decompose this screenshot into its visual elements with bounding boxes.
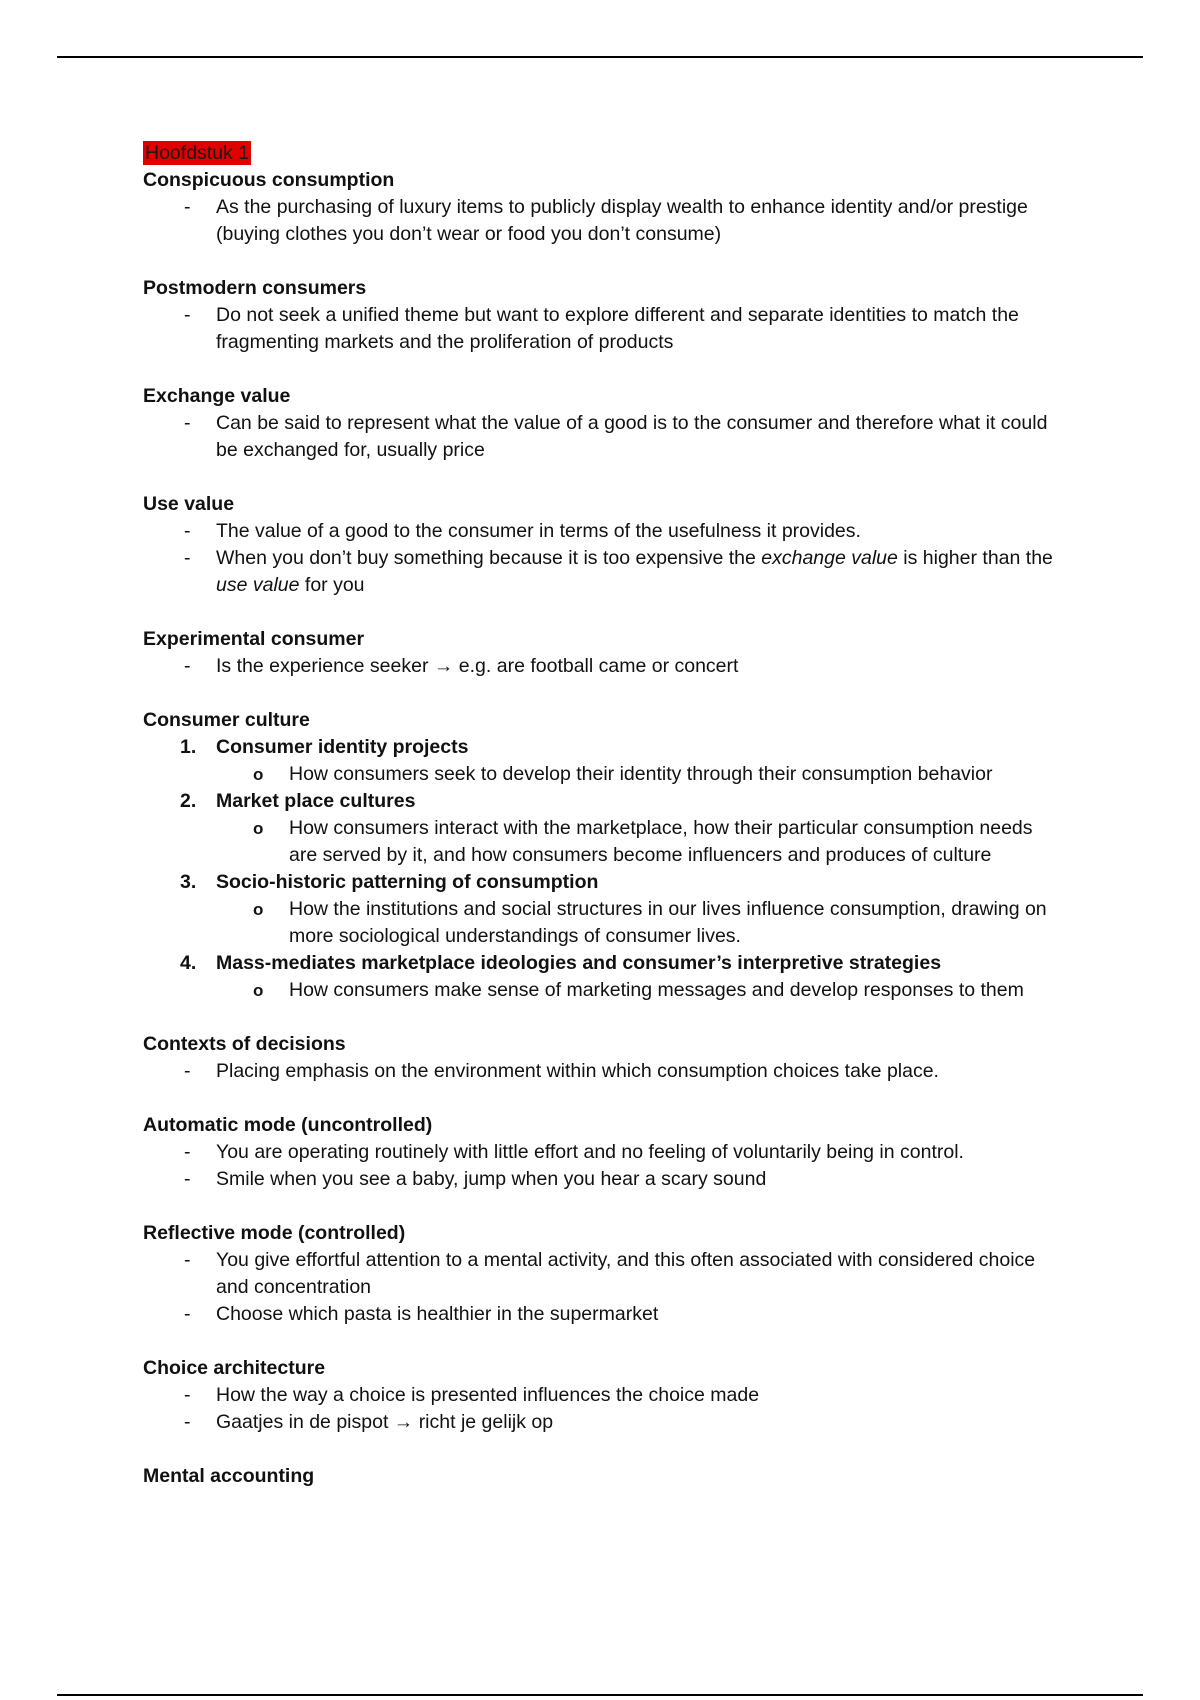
section-postmodern-consumers: [143, 275, 1053, 356]
item-number: 2.: [180, 790, 197, 812]
section-automatic-mode: [143, 1112, 1053, 1193]
dash-bullet: -: [184, 196, 191, 218]
sub-item-text: How consumers interact with the marketplace, how their particular consumption needs are served by it, and how consumers become influencers and produces of culture: [289, 817, 1033, 866]
list-item: [143, 1058, 1053, 1085]
section-heading: Use value: [143, 493, 235, 515]
section-conspicuous-consumption: [143, 167, 1053, 248]
list-item: [143, 1166, 1053, 1193]
numbered-item: [143, 788, 1053, 815]
list-item: [143, 410, 1053, 464]
item-text: Placing emphasis on the environment within which consumption choices take place.: [216, 1060, 939, 1082]
dash-bullet: -: [184, 1384, 191, 1406]
item-text: The value of a good to the consumer in terms of the usefulness it provides.: [216, 520, 861, 542]
list-item: [143, 518, 1053, 545]
sub-item-text: How the institutions and social structures in our lives influence consumption, drawing on more sociological understandings of consumer lives.: [289, 898, 1047, 947]
dash-bullet: -: [184, 1060, 191, 1082]
sub-item: [143, 896, 1053, 950]
dash-bullet: -: [184, 655, 191, 677]
numbered-item-title: Consumer identity projects: [216, 736, 469, 758]
chapter-title: Hoofdstuk 1: [145, 142, 250, 164]
section-contexts-of-decisions: [143, 1031, 1053, 1085]
item-text: Gaatjes in de pispot → richt je gelijk op: [216, 1411, 554, 1433]
header-rule: [57, 56, 1143, 58]
dash-bullet: -: [184, 1141, 191, 1163]
item-text: You are operating routinely with little effort and no feeling of voluntarily being in control.: [216, 1141, 964, 1163]
list-item: [143, 302, 1053, 356]
text-run: is higher than the: [897, 547, 1053, 569]
sub-item: [143, 977, 1053, 1004]
emphasis-text: exchange value: [761, 547, 898, 569]
item-text: Smile when you see a baby, jump when you hear a scary sound: [216, 1168, 767, 1190]
list-item: [143, 1301, 1053, 1328]
item-text: Choose which pasta is healthier in the supermarket: [216, 1303, 659, 1325]
sub-item: [143, 815, 1053, 869]
sub-item: [143, 761, 1053, 788]
footer-rule: [57, 1694, 1143, 1696]
dash-bullet: -: [184, 1303, 191, 1325]
text-run: for you: [299, 574, 365, 596]
list-item: [143, 653, 1053, 680]
item-text: As the purchasing of luxury items to publicly display wealth to enhance identity and/or prestige (buying clothes you don’t wear or food you don’t consume): [216, 196, 1028, 245]
circle-bullet: o: [253, 819, 264, 838]
section-choice-architecture: [143, 1355, 1053, 1436]
item-text: [216, 545, 1053, 599]
section-heading: Exchange value: [143, 385, 291, 407]
list-item: [143, 194, 1053, 248]
item-number: 1.: [180, 736, 197, 758]
circle-bullet: o: [253, 981, 264, 1000]
section-heading: Experimental consumer: [143, 628, 365, 650]
item-text: Is the experience seeker → e.g. are football came or concert: [216, 655, 739, 677]
section-heading: Reflective mode (controlled): [143, 1222, 406, 1244]
circle-bullet: o: [253, 900, 264, 919]
dash-bullet: -: [184, 547, 191, 569]
chapter-title-row: [143, 140, 1053, 167]
dash-bullet: -: [184, 1168, 191, 1190]
numbered-item: [143, 950, 1053, 977]
document-page: [143, 140, 1053, 1517]
section-heading: Conspicuous consumption: [143, 169, 395, 191]
item-number: 3.: [180, 871, 197, 893]
text-run: When you don’t buy something because it is too expensive the: [216, 547, 762, 569]
numbered-item: [143, 869, 1053, 896]
circle-bullet: o: [253, 765, 264, 784]
section-mental-accounting: [143, 1463, 1053, 1490]
dash-bullet: -: [184, 520, 191, 542]
section-experimental-consumer: [143, 626, 1053, 680]
section-heading: Consumer culture: [143, 709, 310, 731]
section-exchange-value: [143, 383, 1053, 464]
section-heading: Choice architecture: [143, 1357, 326, 1379]
sub-item-text: How consumers seek to develop their identity through their consumption behavior: [289, 763, 993, 785]
section-use-value: [143, 491, 1053, 599]
list-item: [143, 545, 1053, 599]
numbered-item: [143, 734, 1053, 761]
section-reflective-mode: [143, 1220, 1053, 1328]
numbered-item-title: Mass-mediates marketplace ideologies and consumer’s interpretive strategies: [216, 952, 942, 974]
section-heading: Mental accounting: [143, 1465, 315, 1487]
item-text: Can be said to represent what the value of a good is to the consumer and therefore what it could be exchanged for, usually price: [216, 412, 1048, 461]
list-item: [143, 1409, 1053, 1436]
dash-bullet: -: [184, 1411, 191, 1433]
item-text: Do not seek a unified theme but want to explore different and separate identities to match the fragmenting markets and the proliferation of products: [216, 304, 1019, 353]
list-item: [143, 1382, 1053, 1409]
numbered-item-title: Market place cultures: [216, 790, 416, 812]
section-heading: Contexts of decisions: [143, 1033, 346, 1055]
item-text: How the way a choice is presented influences the choice made: [216, 1384, 760, 1406]
section-heading: Automatic mode (uncontrolled): [143, 1114, 433, 1136]
item-number: 4.: [180, 952, 197, 974]
item-text: You give effortful attention to a mental activity, and this often associated with considered choice and concentration: [216, 1249, 1036, 1298]
dash-bullet: -: [184, 304, 191, 326]
section-heading: Postmodern consumers: [143, 277, 367, 299]
dash-bullet: -: [184, 1249, 191, 1271]
dash-bullet: -: [184, 412, 191, 434]
sub-item-text: How consumers make sense of marketing messages and develop responses to them: [289, 979, 1024, 1001]
list-item: [143, 1139, 1053, 1166]
numbered-item-title: Socio-historic patterning of consumption: [216, 871, 599, 893]
emphasis-text: use value: [216, 574, 300, 596]
section-consumer-culture: [143, 707, 1053, 1004]
list-item: [143, 1247, 1053, 1301]
